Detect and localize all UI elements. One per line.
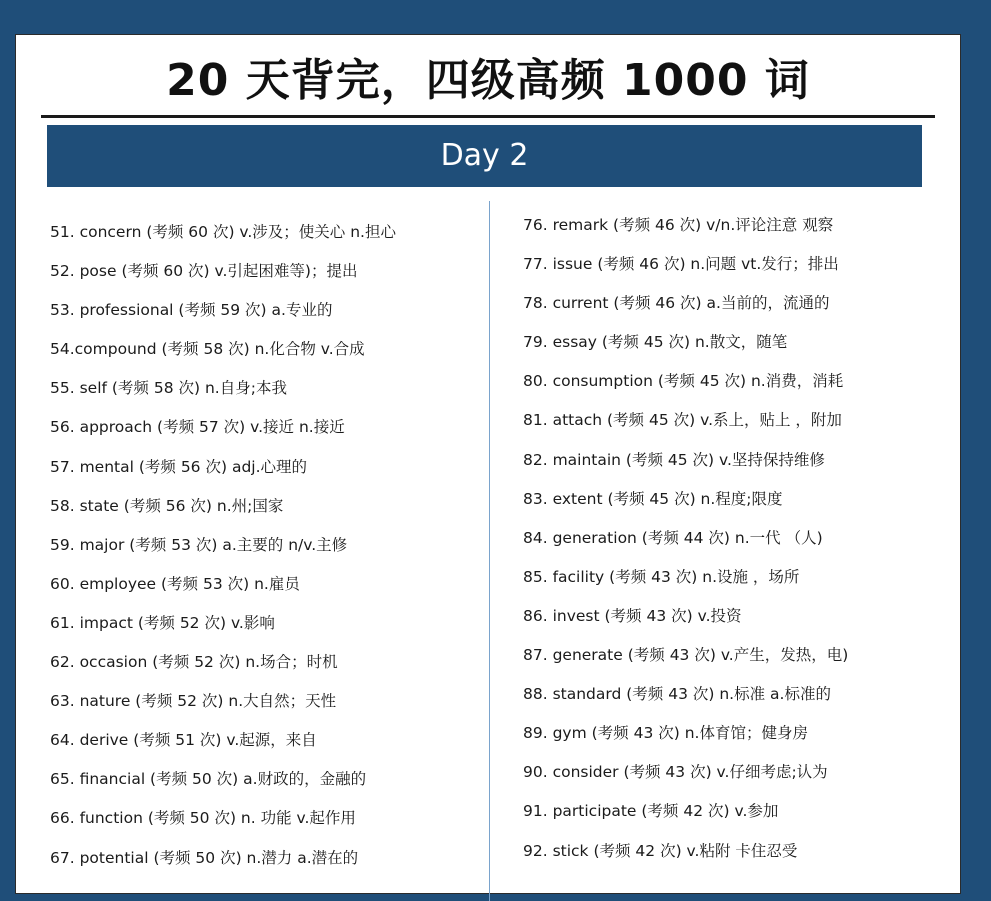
- word-entry: 53. professional (考频 59 次) a.专业的: [50, 301, 333, 320]
- word-entry: 55. self (考频 58 次) n.自身;本我: [50, 379, 287, 398]
- word-entry: 77. issue (考频 46 次) n.问题 vt.发行；排出: [523, 255, 839, 274]
- word-entry: 81. attach (考频 45 次) v.系上，贴上 ，附加: [523, 411, 842, 430]
- word-entry: 82. maintain (考频 45 次) v.坚持保持维修: [523, 450, 825, 469]
- title-underline: [41, 115, 935, 118]
- word-entry: 60. employee (考频 53 次) n.雇员: [50, 574, 300, 593]
- word-entry: 61. impact (考频 52 次) v.影响: [50, 613, 275, 632]
- word-entry: 54.compound (考频 58 次) n.化合物 v.合成: [50, 340, 365, 359]
- word-entry: 83. extent (考频 45 次) n.程度;限度: [523, 489, 783, 508]
- word-entry: 62. occasion (考频 52 次) n.场合；时机: [50, 653, 338, 672]
- day-banner: [47, 125, 922, 187]
- word-entry: 63. nature (考频 52 次) n.大自然；天性: [50, 692, 337, 711]
- vocabulary-page: [15, 34, 961, 894]
- word-entry: 91. participate (考频 42 次) v.参加: [523, 802, 779, 821]
- word-entry: 87. generate (考频 43 次) v.产生，发热，电): [523, 646, 849, 665]
- page-title: 20 天背完，四级高频 1000 词: [166, 55, 810, 106]
- word-entry: 84. generation (考频 44 次) n.一代 （人): [523, 528, 823, 547]
- column-divider: [489, 201, 490, 901]
- word-entry: 76. remark (考频 46 次) v/n.评论注意 观察: [523, 216, 834, 234]
- word-list-left: [50, 217, 396, 882]
- word-entry: 58. state (考频 56 次) n.州;国家: [50, 496, 284, 515]
- word-entry: 80. consumption (考频 45 次) n.消费，消耗: [523, 372, 844, 391]
- word-entry: 51. concern (考频 60 次) v.涉及；使关心 n.担心: [50, 223, 396, 241]
- word-entry: 66. function (考频 50 次) n. 功能 v.起作用: [50, 809, 356, 828]
- word-entry: 67. potential (考频 50 次) n.潜力 a.潜在的: [50, 848, 359, 867]
- word-entry: 56. approach (考频 57 次) v.接近 n.接近: [50, 418, 345, 437]
- word-entry: 92. stick (考频 42 次) v.粘附 卡住忍受: [523, 841, 798, 860]
- word-entry: 57. mental (考频 56 次) adj.心理的: [50, 457, 308, 476]
- word-entry: 59. major (考频 53 次) a.主要的 n/v.主修: [50, 535, 348, 554]
- word-entry: 65. financial (考频 50 次) a.财政的，金融的: [50, 770, 367, 789]
- word-entry: 64. derive (考频 51 次) v.起源，来自: [50, 731, 317, 750]
- word-entry: 78. current (考频 46 次) a.当前的，流通的: [523, 294, 830, 313]
- day-label: Day 2: [440, 138, 529, 173]
- word-entry: 88. standard (考频 43 次) n.标准 a.标准的: [523, 685, 831, 704]
- word-entry: 52. pose (考频 60 次) v.引起困难等)；提出: [50, 262, 358, 281]
- word-entry: 86. invest (考频 43 次) v.投资: [523, 606, 742, 625]
- word-entry: 85. facility (考频 43 次) n.设施 ，场所: [523, 567, 800, 586]
- word-entry: 89. gym (考频 43 次) n.体育馆；健身房: [523, 724, 808, 743]
- word-entry: 79. essay (考频 45 次) n.散文，随笔: [523, 333, 788, 352]
- word-list-right: [523, 210, 848, 875]
- word-entry: 90. consider (考频 43 次) v.仔细考虑;认为: [523, 763, 828, 782]
